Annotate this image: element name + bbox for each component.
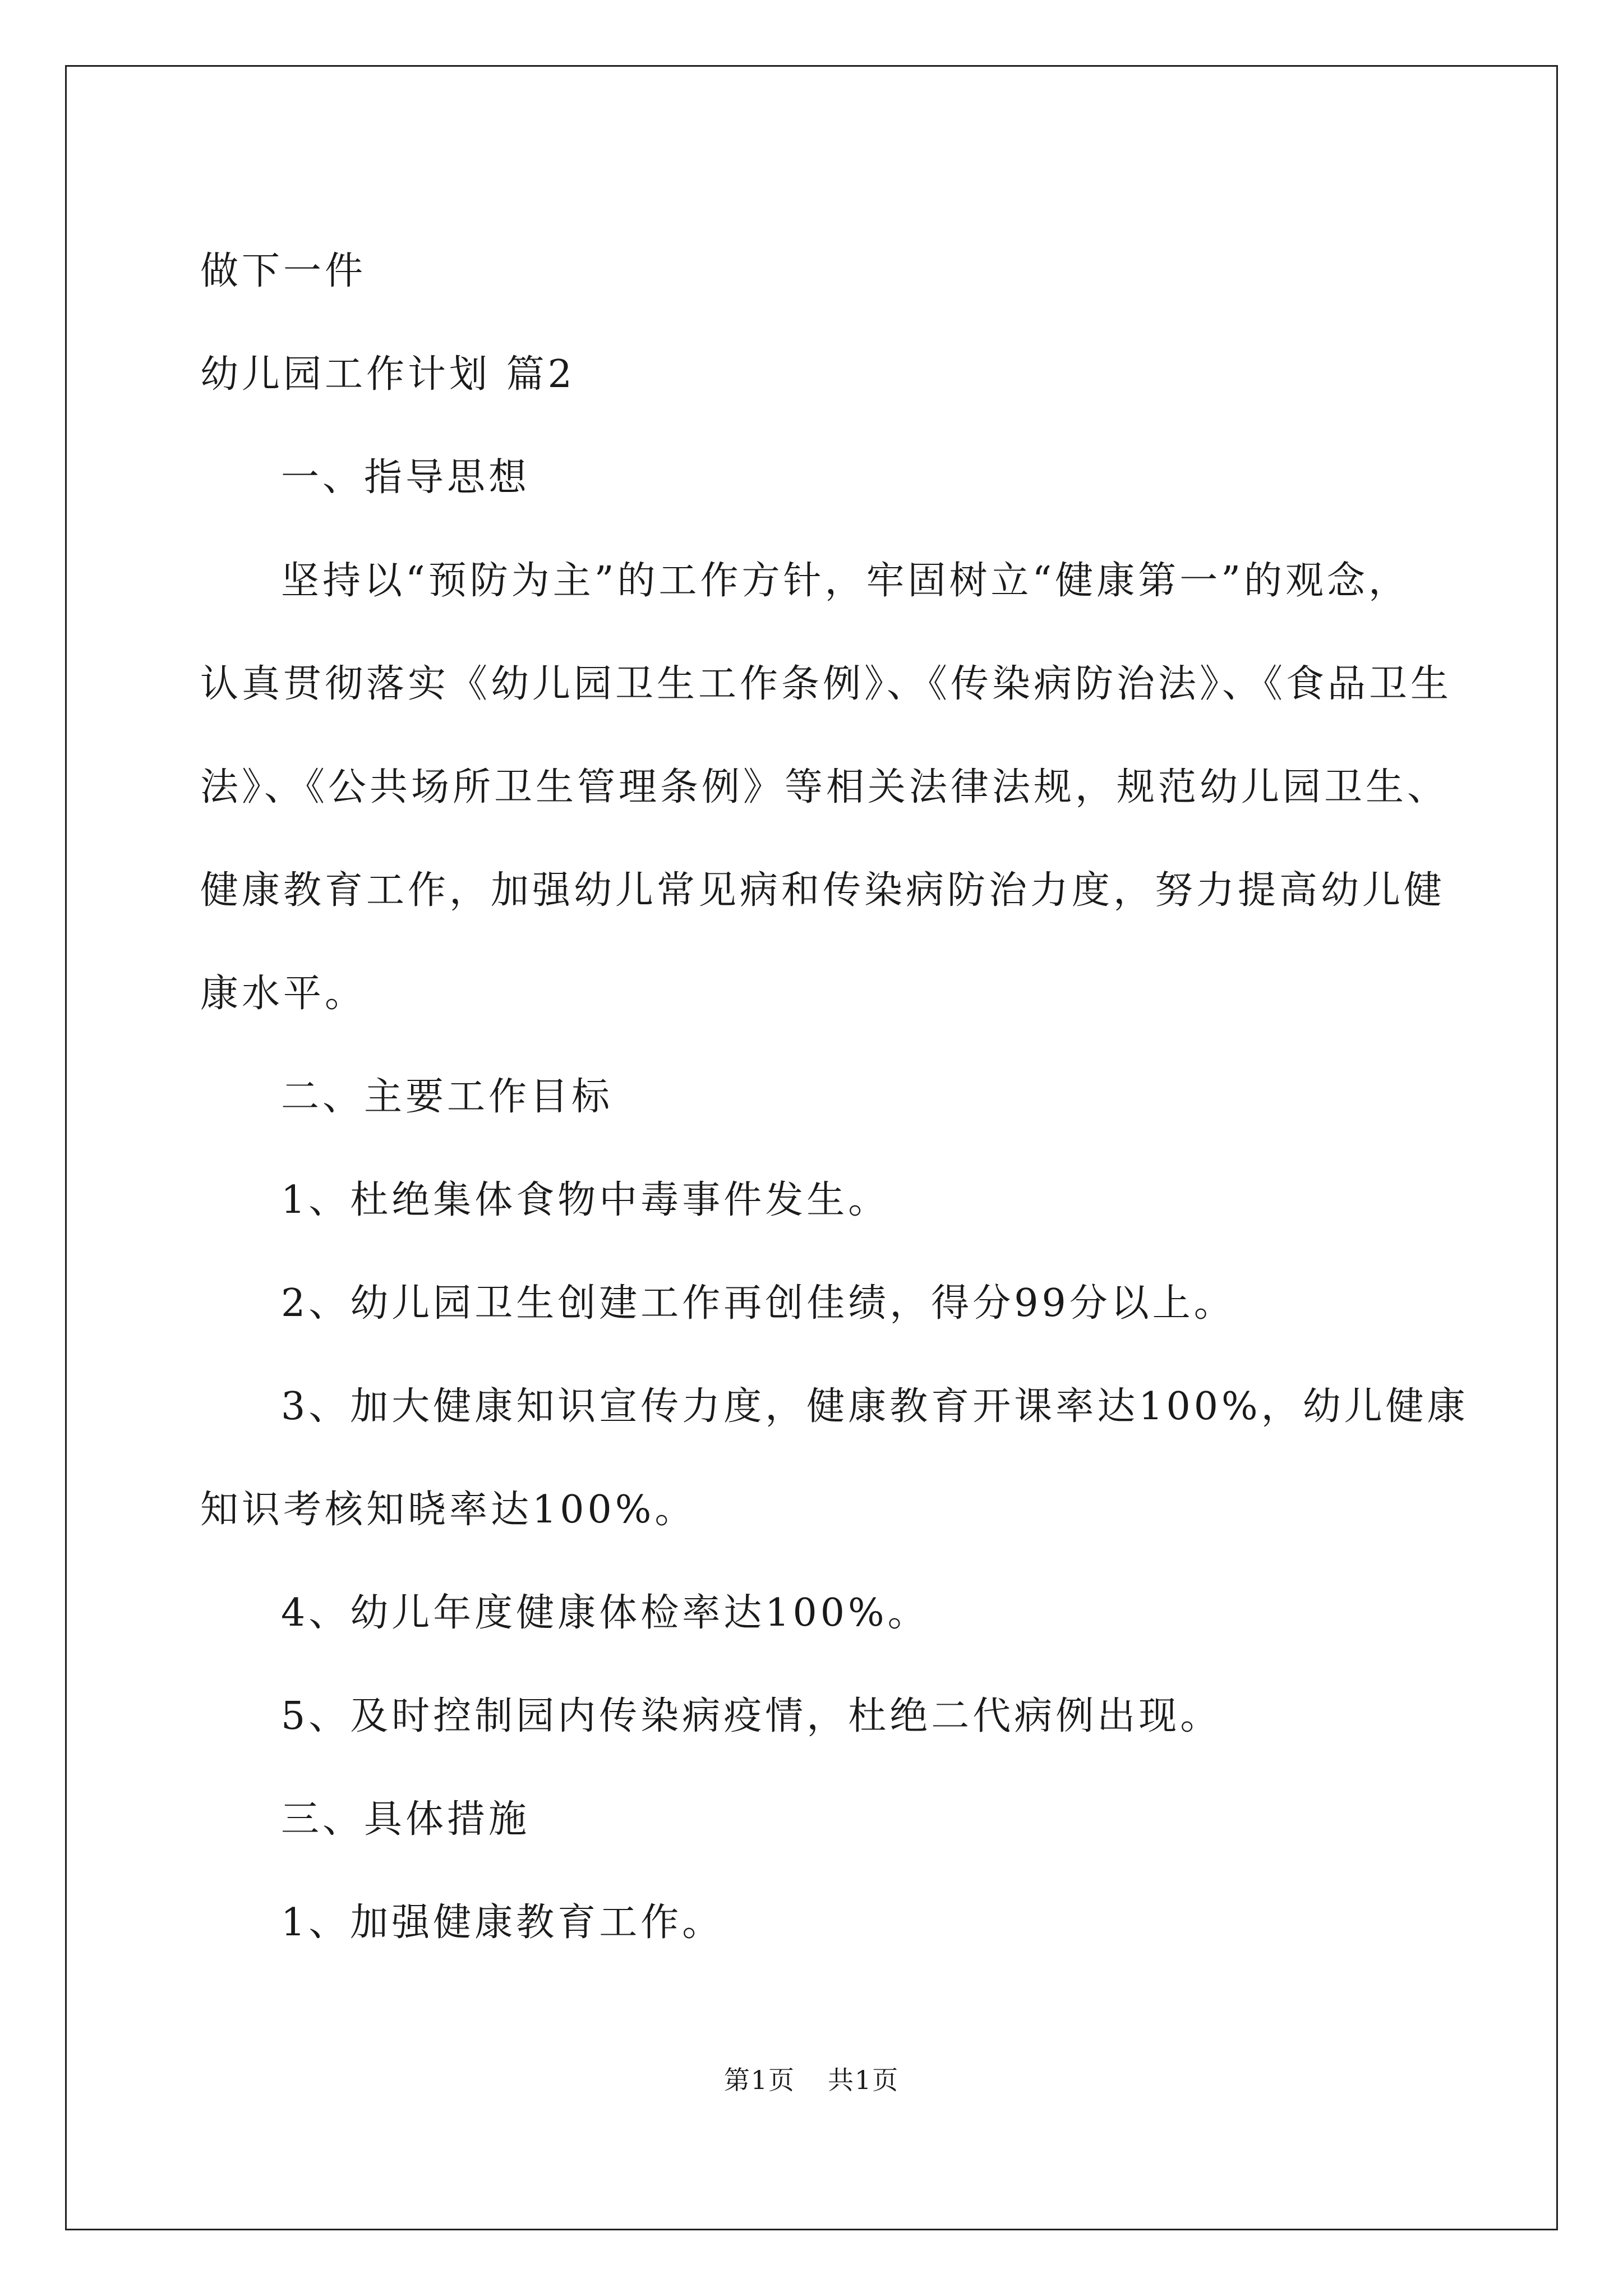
list-item: 1、杜绝集体食物中毒事件发生。 bbox=[281, 1178, 890, 1222]
list-item: 2、幼儿园卫生创建工作再创佳绩，得分99分以上。 bbox=[281, 1281, 1235, 1326]
heading-measures: 三、具体措施 bbox=[281, 1797, 531, 1842]
text-line: 知识考核知晓率达100%。 bbox=[200, 1488, 697, 1532]
heading-guiding-thought: 一、指导思想 bbox=[281, 455, 531, 500]
text-line: 法》、《公共场所卫生管理条例》等相关法律法规，规范幼儿园卫生、 bbox=[200, 765, 1449, 809]
document-body bbox=[200, 220, 1469, 1975]
text-line: 坚持以“预防为主”的工作方针，牢固树立“健康第一”的观念， bbox=[281, 559, 1410, 603]
text-line: 健康教育工作，加强幼儿常见病和传染病防治力度，努力提高幼儿健 bbox=[200, 868, 1446, 913]
list-item: 4、幼儿年度健康体检率达100%。 bbox=[281, 1591, 929, 1635]
heading-main-goals: 二、主要工作目标 bbox=[281, 1075, 614, 1119]
list-item: 3、加大健康知识宣传力度，健康教育开课率达100%，幼儿健康 bbox=[281, 1384, 1469, 1429]
section-title: 幼儿园工作计划 篇2 bbox=[200, 352, 575, 397]
page-footer bbox=[0, 2063, 1623, 2097]
list-item: 1、加强健康教育工作。 bbox=[281, 1901, 724, 1945]
text-line: 做下一件 bbox=[200, 249, 367, 293]
page-total: 共1页 bbox=[828, 2065, 900, 2095]
page-number: 第1页 bbox=[723, 2065, 795, 2095]
text-line: 康水平。 bbox=[200, 972, 367, 1016]
list-item: 5、及时控制园内传染病疫情，杜绝二代病例出现。 bbox=[281, 1694, 1222, 1738]
text-line: 认真贯彻落实《幼儿园卫生工作条例》、《传染病防治法》、《食品卫生 bbox=[200, 662, 1453, 706]
